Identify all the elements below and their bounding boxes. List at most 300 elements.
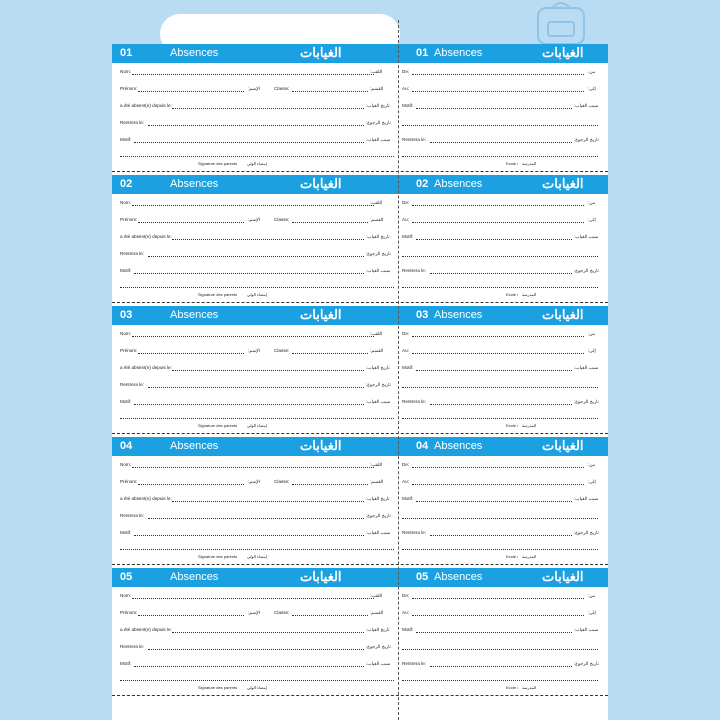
card-number-left: 05 <box>120 571 133 583</box>
school-motif-extra-input-line[interactable] <box>402 125 598 126</box>
return-date-input-line[interactable] <box>148 256 364 257</box>
motif-label-ar: سبب الغياب: <box>366 530 391 535</box>
school-label: Ecole / <box>506 161 519 166</box>
absent-date-input-line[interactable] <box>172 239 364 240</box>
return-date-input-line[interactable] <box>148 649 364 650</box>
motif-label-ar: سبب الغياب: <box>366 399 391 404</box>
card-number-right: 04 <box>416 440 429 452</box>
card-title-ar-left: الغيابات <box>300 569 342 584</box>
motif-input-line[interactable] <box>134 666 364 667</box>
nom-field[interactable] <box>120 329 398 339</box>
absence-card-05 <box>112 568 608 699</box>
right-background-band <box>608 0 720 720</box>
prenom-input-line[interactable] <box>138 484 244 485</box>
absent-date-field[interactable] <box>120 494 398 504</box>
card-title-ar-right: الغيابات <box>542 176 584 191</box>
prenom-label-ar: الإسم: <box>248 610 261 615</box>
school-return-date-field[interactable] <box>400 528 600 538</box>
nom-label: Nom: <box>120 462 131 467</box>
school-label-ar: المدرسة <box>522 292 537 297</box>
school-motif-field[interactable] <box>400 494 600 504</box>
return-date-label: Rentrera le: <box>120 251 145 256</box>
prenom-field[interactable] <box>120 215 398 225</box>
from-date-field[interactable] <box>400 329 600 339</box>
classe-label: Classe: <box>274 479 290 484</box>
to-date-field[interactable] <box>400 84 600 94</box>
card-title-fr-left: Absences <box>170 47 219 59</box>
to-label: Au: <box>402 217 409 222</box>
nom-field[interactable] <box>120 67 398 77</box>
parent-form-panel <box>120 63 398 169</box>
classe-input-line[interactable] <box>292 484 368 485</box>
parent-signature-label-ar: إمضاء الولي <box>247 161 267 166</box>
parent-signature-label: Signature des parents <box>198 423 238 428</box>
motif-input-line[interactable] <box>134 273 364 274</box>
card-header <box>112 437 608 456</box>
school-label: Ecole / <box>506 292 519 297</box>
school-label-ar: المدرسة <box>522 423 537 428</box>
school-form-panel <box>400 63 600 169</box>
nom-field[interactable] <box>120 460 398 470</box>
school-motif-extra-line[interactable] <box>400 380 600 390</box>
school-motif-label-ar: سبب الغياب: <box>574 496 599 501</box>
to-label: Au: <box>402 479 409 484</box>
from-date-field[interactable] <box>400 67 600 77</box>
school-motif-extra-line[interactable] <box>400 642 600 652</box>
school-motif-input-line[interactable] <box>416 370 572 371</box>
to-input-line[interactable] <box>412 484 584 485</box>
nom-label: Nom: <box>120 331 131 336</box>
absent-date-input-line[interactable] <box>172 370 364 371</box>
nom-label-ar: اللقب: <box>370 462 383 467</box>
school-return-input-line[interactable] <box>430 404 572 405</box>
from-input-line[interactable] <box>412 74 584 75</box>
school-extra-input-line[interactable] <box>402 156 598 157</box>
school-motif-label: Motif: <box>402 234 414 239</box>
nom-input-line[interactable] <box>132 467 374 468</box>
absent-date-field[interactable] <box>120 363 398 373</box>
school-extra-line[interactable] <box>400 673 600 683</box>
school-extra-input-line[interactable] <box>402 418 598 419</box>
prenom-label: Prénom: <box>120 479 138 484</box>
motif-input-line[interactable] <box>134 404 364 405</box>
motif-field[interactable] <box>120 266 398 276</box>
nom-input-line[interactable] <box>132 205 374 206</box>
from-label-ar: من: <box>588 69 596 74</box>
school-extra-input-line[interactable] <box>402 287 598 288</box>
absent-date-input-line[interactable] <box>172 501 364 502</box>
prenom-input-line[interactable] <box>138 91 244 92</box>
motif-label-ar: سبب الغياب: <box>366 137 391 142</box>
school-motif-extra-input-line[interactable] <box>402 649 598 650</box>
motif-extra-line[interactable] <box>120 149 398 159</box>
from-label: De: <box>402 69 410 74</box>
motif-label: Motif: <box>120 268 132 273</box>
school-return-date-field[interactable] <box>400 135 600 145</box>
school-return-label-ar: تاريخ الرجوع: <box>574 268 599 273</box>
absent-date-field[interactable] <box>120 101 398 111</box>
classe-label: Classe: <box>274 610 290 615</box>
school-return-label: Rentrera le: <box>402 268 427 273</box>
card-title-fr-right: Absences <box>434 47 483 59</box>
school-label: Ecole / <box>506 423 519 428</box>
school-motif-field[interactable] <box>400 363 600 373</box>
school-return-label-ar: تاريخ الرجوع: <box>574 530 599 535</box>
school-motif-input-line[interactable] <box>416 501 572 502</box>
absence-card-03 <box>112 306 608 437</box>
backpack-icon <box>520 2 602 44</box>
school-extra-line[interactable] <box>400 280 600 290</box>
classe-label: Classe: <box>274 348 290 353</box>
school-return-date-field[interactable] <box>400 266 600 276</box>
school-motif-label-ar: سبب الغياب: <box>574 365 599 370</box>
from-label: De: <box>402 200 410 205</box>
school-motif-extra-input-line[interactable] <box>402 387 598 388</box>
absence-card-01 <box>112 44 608 175</box>
from-date-field[interactable] <box>400 591 600 601</box>
to-label-ar: إلى: <box>588 479 596 484</box>
school-form-panel <box>400 587 600 693</box>
cut-line <box>112 302 608 303</box>
school-return-input-line[interactable] <box>430 273 572 274</box>
nom-field[interactable] <box>120 198 398 208</box>
return-date-input-line[interactable] <box>148 125 364 126</box>
card-title-ar-left: الغيابات <box>300 438 342 453</box>
card-title-fr-left: Absences <box>170 178 219 190</box>
school-return-label: Rentrera le: <box>402 530 427 535</box>
parent-signature-label: Signature des parents <box>198 161 238 166</box>
school-return-label: Rentrera le: <box>402 661 427 666</box>
motif-field[interactable] <box>120 135 398 145</box>
return-date-input-line[interactable] <box>148 387 364 388</box>
card-number-right: 05 <box>416 571 429 583</box>
from-date-field[interactable] <box>400 460 600 470</box>
card-title-ar-left: الغيابات <box>300 307 342 322</box>
card-title-fr-left: Absences <box>170 309 219 321</box>
motif-input-line[interactable] <box>134 142 364 143</box>
school-motif-field[interactable] <box>400 625 600 635</box>
nom-field[interactable] <box>120 591 398 601</box>
return-date-label-ar: تاريخ الرجوع: <box>366 120 391 125</box>
classe-label: Classe: <box>274 86 290 91</box>
absent-date-field[interactable] <box>120 232 398 242</box>
absent-date-label-ar: تاريخ الغياب: <box>366 365 390 370</box>
parent-signature-label-ar: إمضاء الولي <box>247 292 267 297</box>
parent-signature-label-ar: إمضاء الولي <box>247 554 267 559</box>
motif-label-ar: سبب الغياب: <box>366 268 391 273</box>
nom-input-line[interactable] <box>132 598 374 599</box>
card-title-ar-left: الغيابات <box>300 45 342 60</box>
school-return-date-field[interactable] <box>400 659 600 669</box>
parent-signature-label: Signature des parents <box>198 685 238 690</box>
school-motif-input-line[interactable] <box>416 108 572 109</box>
cut-line <box>112 564 608 565</box>
nom-label: Nom: <box>120 200 131 205</box>
parent-signature-label-ar: إمضاء الولي <box>247 423 267 428</box>
card-title-fr-right: Absences <box>434 440 483 452</box>
school-form-panel <box>400 325 600 431</box>
school-return-label: Rentrera le: <box>402 137 427 142</box>
school-label: Ecole / <box>506 554 519 559</box>
parent-form-panel <box>120 587 398 693</box>
to-date-field[interactable] <box>400 215 600 225</box>
card-number-left: 01 <box>120 47 133 59</box>
fold-line <box>398 20 399 720</box>
return-date-label: Rentrera le: <box>120 382 145 387</box>
prenom-label-ar: الإسم: <box>248 348 261 353</box>
to-input-line[interactable] <box>412 222 584 223</box>
school-form-panel <box>400 456 600 562</box>
return-date-label-ar: تاريخ الرجوع: <box>366 644 391 649</box>
card-title-fr-left: Absences <box>170 571 219 583</box>
motif-extra-line[interactable] <box>120 411 398 421</box>
school-return-input-line[interactable] <box>430 535 572 536</box>
card-header <box>112 175 608 194</box>
classe-label-ar: القسم: <box>370 348 384 353</box>
motif-extra-input-line[interactable] <box>120 680 394 681</box>
school-motif-field[interactable] <box>400 101 600 111</box>
school-motif-input-line[interactable] <box>416 239 572 240</box>
card-title-ar-right: الغيابات <box>542 569 584 584</box>
prenom-label-ar: الإسم: <box>248 217 261 222</box>
return-date-field[interactable] <box>120 511 398 521</box>
prenom-input-line[interactable] <box>138 353 244 354</box>
card-number-left: 03 <box>120 309 133 321</box>
card-title-ar-right: الغيابات <box>542 307 584 322</box>
to-date-field[interactable] <box>400 477 600 487</box>
to-input-line[interactable] <box>412 91 584 92</box>
absent-date-label: a été absent(e) depuis le: <box>120 627 172 632</box>
motif-input-line[interactable] <box>134 535 364 536</box>
nom-label: Nom: <box>120 593 131 598</box>
card-title-ar-right: الغيابات <box>542 45 584 60</box>
cut-line <box>112 171 608 172</box>
school-motif-label: Motif: <box>402 365 414 370</box>
parent-form-panel <box>120 194 398 300</box>
school-motif-label-ar: سبب الغياب: <box>574 627 599 632</box>
absence-card-04 <box>112 437 608 568</box>
card-number-left: 04 <box>120 440 133 452</box>
card-title-ar-right: الغيابات <box>542 438 584 453</box>
to-input-line[interactable] <box>412 353 584 354</box>
absent-date-label-ar: تاريخ الغياب: <box>366 234 390 239</box>
return-date-label-ar: تاريخ الرجوع: <box>366 382 391 387</box>
school-motif-label: Motif: <box>402 103 414 108</box>
return-date-field[interactable] <box>120 380 398 390</box>
card-title-fr-left: Absences <box>170 440 219 452</box>
motif-field[interactable] <box>120 528 398 538</box>
prenom-label-ar: الإسم: <box>248 479 261 484</box>
absence-card-02 <box>112 175 608 306</box>
to-label: Au: <box>402 86 409 91</box>
school-extra-line[interactable] <box>400 411 600 421</box>
parent-signature-label: Signature des parents <box>198 292 238 297</box>
return-date-field[interactable] <box>120 642 398 652</box>
absent-date-label: a été absent(e) depuis le: <box>120 103 172 108</box>
to-label: Au: <box>402 348 409 353</box>
school-motif-extra-line[interactable] <box>400 249 600 259</box>
nom-label-ar: اللقب: <box>370 331 383 336</box>
school-motif-extra-line[interactable] <box>400 511 600 521</box>
card-number-right: 01 <box>416 47 429 59</box>
nom-label-ar: اللقب: <box>370 200 383 205</box>
school-motif-label: Motif: <box>402 496 414 501</box>
motif-extra-input-line[interactable] <box>120 418 394 419</box>
to-input-line[interactable] <box>412 615 584 616</box>
card-title-ar-left: الغيابات <box>300 176 342 191</box>
motif-label: Motif: <box>120 661 132 666</box>
from-label: De: <box>402 593 410 598</box>
from-label-ar: من: <box>588 331 596 336</box>
nom-label-ar: اللقب: <box>370 593 383 598</box>
card-header <box>112 306 608 325</box>
to-label-ar: إلى: <box>588 610 596 615</box>
prenom-field[interactable] <box>120 84 398 94</box>
absent-date-label: a été absent(e) depuis le: <box>120 365 172 370</box>
card-number-right: 02 <box>416 178 429 190</box>
card-title-fr-right: Absences <box>434 309 483 321</box>
return-date-label: Rentrera le: <box>120 120 145 125</box>
motif-extra-line[interactable] <box>120 542 398 552</box>
from-date-field[interactable] <box>400 198 600 208</box>
absent-date-label: a été absent(e) depuis le: <box>120 234 172 239</box>
motif-extra-input-line[interactable] <box>120 287 394 288</box>
school-label-ar: المدرسة <box>522 685 537 690</box>
school-return-input-line[interactable] <box>430 142 572 143</box>
motif-label-ar: سبب الغياب: <box>366 661 391 666</box>
absent-date-label: a été absent(e) depuis le: <box>120 496 172 501</box>
classe-label-ar: القسم: <box>370 86 384 91</box>
from-input-line[interactable] <box>412 467 584 468</box>
to-label-ar: إلى: <box>588 86 596 91</box>
school-label-ar: المدرسة <box>522 554 537 559</box>
absent-date-input-line[interactable] <box>172 108 364 109</box>
motif-extra-line[interactable] <box>120 280 398 290</box>
classe-input-line[interactable] <box>292 615 368 616</box>
motif-label: Motif: <box>120 530 132 535</box>
from-label-ar: من: <box>588 462 596 467</box>
motif-field[interactable] <box>120 659 398 669</box>
classe-input-line[interactable] <box>292 353 368 354</box>
school-motif-extra-input-line[interactable] <box>402 518 598 519</box>
school-extra-input-line[interactable] <box>402 549 598 550</box>
return-date-label: Rentrera le: <box>120 513 145 518</box>
school-motif-extra-line[interactable] <box>400 118 600 128</box>
to-label-ar: إلى: <box>588 348 596 353</box>
left-background-band <box>0 0 112 720</box>
absent-date-label-ar: تاريخ الغياب: <box>366 627 390 632</box>
prenom-label: Prénom: <box>120 348 138 353</box>
from-input-line[interactable] <box>412 598 584 599</box>
parent-signature-label-ar: إمضاء الولي <box>247 685 267 690</box>
absent-date-label-ar: تاريخ الغياب: <box>366 496 390 501</box>
return-date-field[interactable] <box>120 249 398 259</box>
school-return-date-field[interactable] <box>400 397 600 407</box>
motif-extra-line[interactable] <box>120 673 398 683</box>
prenom-field[interactable] <box>120 477 398 487</box>
school-return-input-line[interactable] <box>430 666 572 667</box>
card-header <box>112 568 608 587</box>
classe-label-ar: القسم: <box>370 217 384 222</box>
return-date-input-line[interactable] <box>148 518 364 519</box>
return-date-label-ar: تاريخ الرجوع: <box>366 513 391 518</box>
prenom-input-line[interactable] <box>138 615 244 616</box>
to-label: Au: <box>402 610 409 615</box>
absent-date-label-ar: تاريخ الغياب: <box>366 103 390 108</box>
card-title-fr-right: Absences <box>434 178 483 190</box>
motif-extra-input-line[interactable] <box>120 549 394 550</box>
parent-form-panel <box>120 456 398 562</box>
card-number-right: 03 <box>416 309 429 321</box>
school-label-ar: المدرسة <box>522 161 537 166</box>
school-motif-label-ar: سبب الغياب: <box>574 234 599 239</box>
prenom-field[interactable] <box>120 346 398 356</box>
classe-input-line[interactable] <box>292 222 368 223</box>
from-input-line[interactable] <box>412 336 584 337</box>
school-return-label: Rentrera le: <box>402 399 427 404</box>
school-extra-input-line[interactable] <box>402 680 598 681</box>
nom-input-line[interactable] <box>132 74 374 75</box>
classe-label-ar: القسم: <box>370 610 384 615</box>
cut-line <box>112 433 608 434</box>
school-return-label-ar: تاريخ الرجوع: <box>574 399 599 404</box>
from-label: De: <box>402 331 410 336</box>
card-title-fr-right: Absences <box>434 571 483 583</box>
absence-cards <box>112 44 608 699</box>
to-date-field[interactable] <box>400 346 600 356</box>
prenom-label: Prénom: <box>120 86 138 91</box>
school-motif-input-line[interactable] <box>416 632 572 633</box>
school-motif-label-ar: سبب الغياب: <box>574 103 599 108</box>
absent-date-field[interactable] <box>120 625 398 635</box>
classe-label: Classe: <box>274 217 290 222</box>
school-extra-line[interactable] <box>400 149 600 159</box>
to-date-field[interactable] <box>400 608 600 618</box>
school-return-label-ar: تاريخ الرجوع: <box>574 137 599 142</box>
motif-label: Motif: <box>120 137 132 142</box>
parent-signature-label: Signature des parents <box>198 554 238 559</box>
motif-field[interactable] <box>120 397 398 407</box>
school-return-label-ar: تاريخ الرجوع: <box>574 661 599 666</box>
school-motif-field[interactable] <box>400 232 600 242</box>
classe-input-line[interactable] <box>292 91 368 92</box>
parent-form-panel <box>120 325 398 431</box>
from-label-ar: من: <box>588 593 596 598</box>
from-label: De: <box>402 462 410 467</box>
nom-input-line[interactable] <box>132 336 374 337</box>
from-label-ar: من: <box>588 200 596 205</box>
nom-label: Nom: <box>120 69 131 74</box>
prenom-label: Prénom: <box>120 217 138 222</box>
motif-label: Motif: <box>120 399 132 404</box>
school-extra-line[interactable] <box>400 542 600 552</box>
school-label: Ecole / <box>506 685 519 690</box>
return-date-field[interactable] <box>120 118 398 128</box>
motif-extra-input-line[interactable] <box>120 156 394 157</box>
school-motif-extra-input-line[interactable] <box>402 256 598 257</box>
return-date-label-ar: تاريخ الرجوع: <box>366 251 391 256</box>
prenom-input-line[interactable] <box>138 222 244 223</box>
prenom-label: Prénom: <box>120 610 138 615</box>
nom-label-ar: اللقب: <box>370 69 383 74</box>
school-motif-label: Motif: <box>402 627 414 632</box>
return-date-label: Rentrera le: <box>120 644 145 649</box>
prenom-label-ar: الإسم: <box>248 86 261 91</box>
absent-date-input-line[interactable] <box>172 632 364 633</box>
to-label-ar: إلى: <box>588 217 596 222</box>
from-input-line[interactable] <box>412 205 584 206</box>
prenom-field[interactable] <box>120 608 398 618</box>
